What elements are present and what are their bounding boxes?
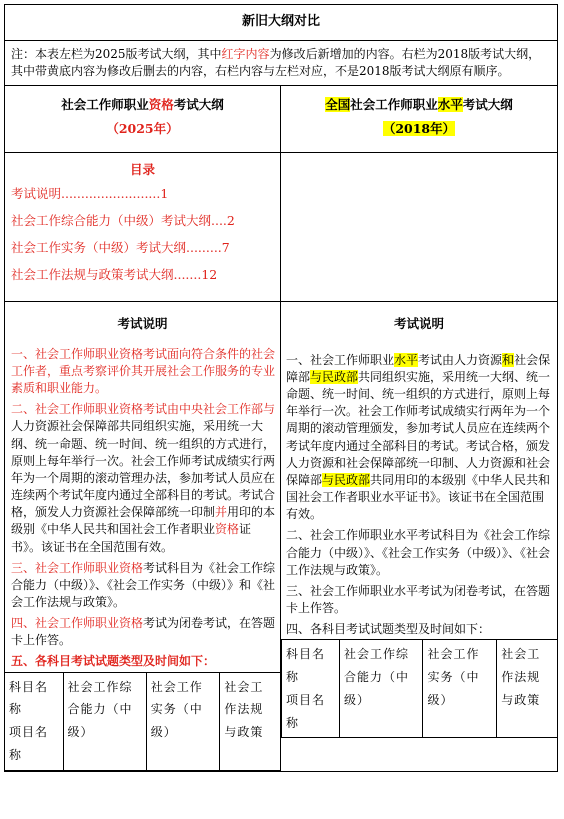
left-header-text: 社会工作师职业: [61, 96, 149, 112]
left-para-5: 五、各科目考试试题类型及时间如下：: [11, 654, 216, 669]
t: 考试由人力资源: [418, 352, 503, 367]
left-para-1: 一、社会工作师职业资格考试面向符合条件的社会工作者，重点考察评价其开展社会工作服务的专业素质和职业能力。: [11, 346, 276, 396]
toc-item: 社会工作综合能力（中级）考试大纲....2: [11, 213, 235, 229]
right-header-hl: 全国: [325, 96, 351, 112]
t: 水平: [394, 352, 419, 367]
t: 二、社会工作师职业: [11, 402, 120, 417]
table-cell: 科目名称 项目名称: [282, 640, 340, 738]
t: 考试科目为《社会工作综合能力（中级）》、《社会工作实务（中级）》和《社会工作法规与政策》。: [11, 560, 276, 609]
table-cell: 社会工作法规与政策: [497, 640, 557, 738]
note-paragraph: [5, 41, 557, 86]
t: 考试由: [143, 402, 180, 417]
right-para-4: 四、各科目考试试题类型及时间如下：: [286, 622, 491, 637]
toc-item: 考试说明.........................1: [11, 185, 169, 201]
t: 证书》。该证书在全国范围有效。: [11, 522, 252, 554]
comparison-table: [4, 4, 558, 772]
left-header-text-2: 考试大纲: [173, 96, 224, 112]
left-para-2: [5, 401, 280, 555]
right-content: [281, 302, 557, 771]
right-para-2: 二、社会工作师职业水平考试科目为《社会工作综合能力（中级）》、《社会工作实务（中级）》、《社会工作法规与政策》。: [286, 528, 551, 577]
t: 共同用印的本级别《中华人民共和国社会工作者职业水平证书》。该证书在全国范围有效。: [286, 472, 551, 522]
right-section-title: 考试说明: [393, 315, 444, 331]
t: 与民政部: [310, 369, 359, 384]
left-content: [5, 302, 281, 771]
toc-title: 目录: [129, 161, 155, 177]
toc-empty-cell: [281, 153, 557, 301]
t: 资格: [119, 616, 144, 631]
t: 四、社会工作师职业: [11, 616, 120, 631]
t: 用印的本级别《中华人民共和国社会工作者职业: [11, 505, 276, 537]
left-header-year: （2025年）: [106, 120, 179, 136]
table-cell: 社会工作实务（中级）: [423, 640, 497, 738]
left-subject-table: [5, 672, 280, 771]
right-header-text: 社会工作师职业: [350, 96, 438, 112]
right-para-3: 三、社会工作师职业水平考试为闭卷考试，在答题卡上作答。: [286, 583, 551, 615]
toc-item: 社会工作实务（中级）考试大纲.........7: [11, 240, 230, 256]
right-header-year: （2018年）: [382, 120, 456, 136]
table-cell: 社会工作实务（中级）: [146, 672, 220, 770]
toc: [5, 153, 281, 301]
t: 与民政部: [322, 472, 371, 487]
t: 社会保障部: [286, 352, 551, 384]
t: 资格: [119, 402, 144, 417]
table-cell: 社会工作综合能力（中级）: [63, 672, 146, 770]
t: 资格: [215, 522, 240, 537]
left-section-title: 考试说明: [117, 315, 168, 331]
left-para-4: [5, 615, 280, 649]
t: 中央社会工作部与: [179, 402, 276, 417]
t: 资格: [119, 560, 144, 575]
note-text-rest: 为修改后新增加的内容。右栏为2018版考试大纲，其中带黄底内容为修改后删去的内容，右栏内容与左栏对应，不是2018版考试大纲原有顺序。: [11, 47, 541, 79]
left-header-red: 资格: [148, 96, 174, 112]
t: 三、社会工作师职业: [11, 560, 120, 575]
right-header: [281, 86, 557, 152]
note-text: 注：本表左栏为2025版考试大纲，其中: [11, 47, 222, 61]
toc-row: [5, 153, 557, 302]
table-cell: 社会工作综合能力（中级）: [340, 640, 423, 738]
t: 一、社会工作师职业: [286, 352, 395, 367]
toc-item: 社会工作法规与政策考试大纲.......12: [11, 267, 218, 283]
t: 和: [502, 352, 515, 367]
right-header-hl-2: 水平: [437, 96, 463, 112]
table-cell: 社会工作法规与政策: [220, 672, 280, 770]
content-row: [5, 302, 557, 771]
left-header: [5, 86, 281, 152]
t: 并: [215, 505, 228, 520]
table-cell: 科目名称 项目名称: [5, 672, 63, 770]
left-para-3: [5, 560, 280, 611]
right-para-1: [281, 352, 557, 524]
right-subject-table: [281, 639, 557, 738]
t: 考试为闭卷考试，在答题卡上作答。: [11, 616, 276, 648]
right-header-text-2: 考试大纲: [462, 96, 513, 112]
header-row: [5, 86, 557, 153]
note-red-text: 红字内容: [221, 47, 270, 61]
page-title: 新旧大纲对比: [5, 5, 557, 41]
t: 人力资源社会保障部共同组织实施，采用统一大纲、统一命题、统一时间、统一组织的方式进行，原则上每年举行一次。社会工作师考试成绩实行两年为一个周期的滚动管理办法，参加考试人员应在连续两个考试年度内通过全部科目的考试。考试合格，颁发人力资源社会保障部统一印制: [11, 419, 276, 520]
t: 共同组织实施，采用统一大纲、统一命题、统一时间、统一组织的方式进行，原则上每年举行一次。社会工作师考试成绩实行两年为一个周期的滚动管理颁发，参加考试人员应在连续两个考试年度内通过全部科目的考试。考试合格，颁发人力资源和社会保障部统一印制、人力资源和社会保障部: [286, 369, 551, 487]
